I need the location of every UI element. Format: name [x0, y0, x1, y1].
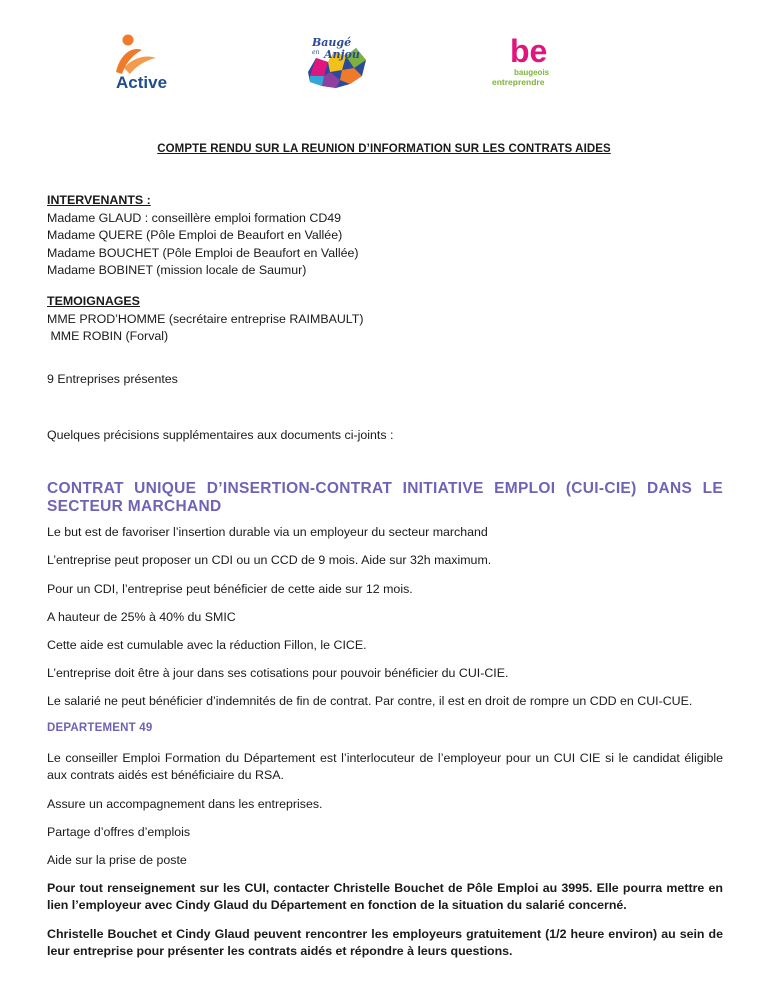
- precisions-text: Quelques précisions supplémentaires aux documents ci-joints :: [47, 428, 394, 442]
- bauge-en-text: en: [312, 49, 320, 56]
- intervenant-item: Madame GLAUD : conseillère emploi formation CD49: [47, 210, 342, 225]
- departement-subheading: DEPARTEMENT 49: [47, 722, 153, 734]
- contact-paragraph: Pour tout renseignement sur les CUI, contacter Christelle Bouchet de Pôle Emploi au 3995. Elle pourra mettre en lien l’employeur avec Cindy Glaud du Département en fonction de la situation du salarié concerné.: [47, 881, 723, 912]
- temoignage-item: MME ROBIN (Forval): [47, 329, 169, 344]
- intervenants-heading: INTERVENANTS :: [47, 193, 151, 207]
- temoignages-block: [47, 293, 727, 346]
- bauge-en-anjou-logo: [302, 32, 374, 94]
- active-logo: [106, 32, 180, 92]
- departement-paragraph: Assure un accompagnement dans les entreprises.: [47, 797, 323, 811]
- document-title: COMPTE RENDU SUR LA REUNION D’INFORMATION SUR LES CONTRATS AIDES: [157, 143, 611, 155]
- contact-paragraph: Christelle Bouchet et Cindy Glaud peuvent rencontrer les employeurs gratuitement (1/2 heure environ) au sein de leur entreprise pour présenter les contrats aidés et répondre à leurs questions.: [47, 927, 723, 958]
- intervenant-item: Madame BOBINET (mission locale de Saumur): [47, 263, 307, 278]
- bauge-text: Baugé: [312, 36, 352, 49]
- section-paragraph: Le salarié ne peut bénéficier d’indemnités de fin de contrat. Par contre, il est en droit de rompre un CDD en CUI-CUE.: [47, 694, 693, 708]
- departement-paragraph: Aide sur la prise de poste: [47, 853, 187, 867]
- intervenant-item: Madame BOUCHET (Pôle Emploi de Beaufort en Vallée): [47, 245, 359, 260]
- departement-paragraph: Partage d’offres d’emplois: [47, 825, 191, 839]
- intervenants-block: [47, 192, 727, 280]
- section-paragraph: A hauteur de 25% à 40% du SMIC: [47, 610, 236, 624]
- baugeois-entreprendre-logo: [486, 32, 578, 94]
- person-swoosh-icon: [116, 35, 156, 75]
- header-logos: [0, 32, 768, 102]
- be-line2-text: entreprendre: [492, 77, 545, 87]
- section-paragraph: Le but est de favoriser l’insertion durable via un employeur du secteur marchand: [47, 525, 488, 539]
- intervenant-item: Madame QUERE (Pôle Emploi de Beaufort en Vallée): [47, 228, 343, 243]
- section-title: CONTRAT UNIQUE D’INSERTION-CONTRAT INITIATIVE EMPLOI (CUI-CIE) DANS LE SECTEUR MARCHAND: [47, 480, 723, 515]
- temoignages-heading: TEMOIGNAGES: [47, 294, 140, 308]
- active-logo-text: Active: [116, 73, 168, 92]
- temoignage-item: MME PROD’HOMME (secrétaire entreprise RAIMBAULT): [47, 311, 364, 326]
- section-paragraph: Pour un CDI, l’entreprise peut bénéficier de cette aide sur 12 mois.: [47, 582, 413, 596]
- section-paragraph: L’entreprise peut proposer un CDI ou un CCD de 9 mois. Aide sur 32h maximum.: [47, 553, 492, 567]
- be-letters-icon: be: [510, 33, 548, 69]
- be-line1-text: baugeois: [514, 68, 550, 77]
- anjou-text: Anjou: [324, 48, 360, 61]
- entreprises-count: 9 Entreprises présentes: [47, 372, 178, 386]
- section-paragraph: L’entreprise doit être à jour dans ses cotisations pour pouvoir bénéficier du CUI-CIE.: [47, 666, 509, 680]
- section-paragraph: Cette aide est cumulable avec la réduction Fillon, le CICE.: [47, 638, 367, 652]
- departement-paragraph: Le conseiller Emploi Formation du Département est l’interlocuteur de l’employeur pour un CUI CIE si le candidat éligible aux contrats aidés est bénéficiaire du RSA.: [47, 751, 723, 782]
